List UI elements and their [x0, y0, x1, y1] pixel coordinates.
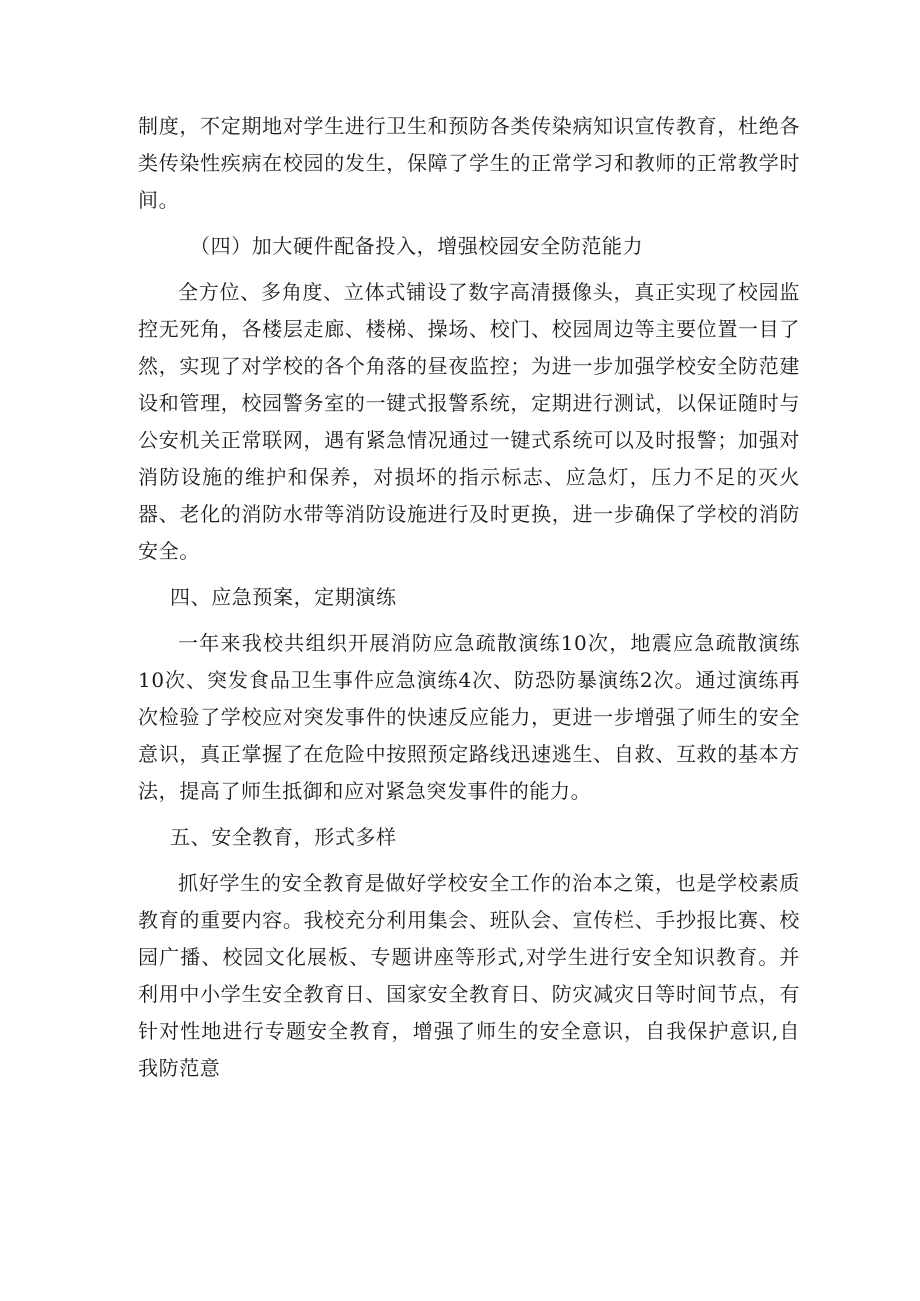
- section-heading-emergency-drills: 四、应急预案，定期演练: [170, 585, 397, 609]
- paragraph-monitoring: 全方位、多角度、立体式铺设了数字高清摄像头，真正实现了校园监控无死角，各楼层走廊、楼梯、操场、校门、校园周边等主要位置一目了然，实现了对学校的各个角落的昼夜监控；为进一步加强学校安全防范建设和管理，校园警务室的一键式报警系统，定期进行测试，以保证随时与公安机关正常联网，遇有紧急情况通过一键式系统可以及时报警；加强对消防设施的维护和保养，对损坏的指示标志、应急灯，压力不足的灭火器、老化的消防水带等消防设施进行及时更换，进一步确保了学校的消防安全。: [138, 280, 800, 563]
- section-heading-hardware: （四）加大硬件配备投入，增强校园安全防范能力: [190, 234, 644, 258]
- paragraph-drills: 一年来我校共组织开展消防应急疏散演练10次，地震应急疏散演练10次、突发食品卫生事件应急演练4次、防恐防暴演练2次。通过演练再次检验了学校应对突发事件的快速反应能力，更进一步增强了师生的安全意识，真正掌握了在危险中按照预定路线迅速逃生、自救、互救的基本方法，提高了师生抵御和应对紧急突发事件的能力。: [138, 631, 800, 803]
- document-body: [138, 108, 800, 1096]
- paragraph-continuation: 制度，不定期地对学生进行卫生和预防各类传染病知识宣传教育，杜绝各类传染性疾病在校园的发生，保障了学生的正常学习和教师的正常教学时间。: [138, 114, 800, 212]
- section-heading-safety-education: 五、安全教育，形式多样: [170, 825, 397, 849]
- paragraph-safety-education: 抓好学生的安全教育是做好学校安全工作的治本之策，也是学校素质教育的重要内容。我校充分利用集会、班队会、宣传栏、手抄报比赛、校园广播、校园文化展板、专题讲座等形式,对学生进行安全知识教育。并利用中小学生安全教育日、国家安全教育日、防灾减灾日等时间节点，有针对性地进行专题安全教育，增强了师生的安全意识，自我保护意识,自我防范意: [138, 871, 800, 1080]
